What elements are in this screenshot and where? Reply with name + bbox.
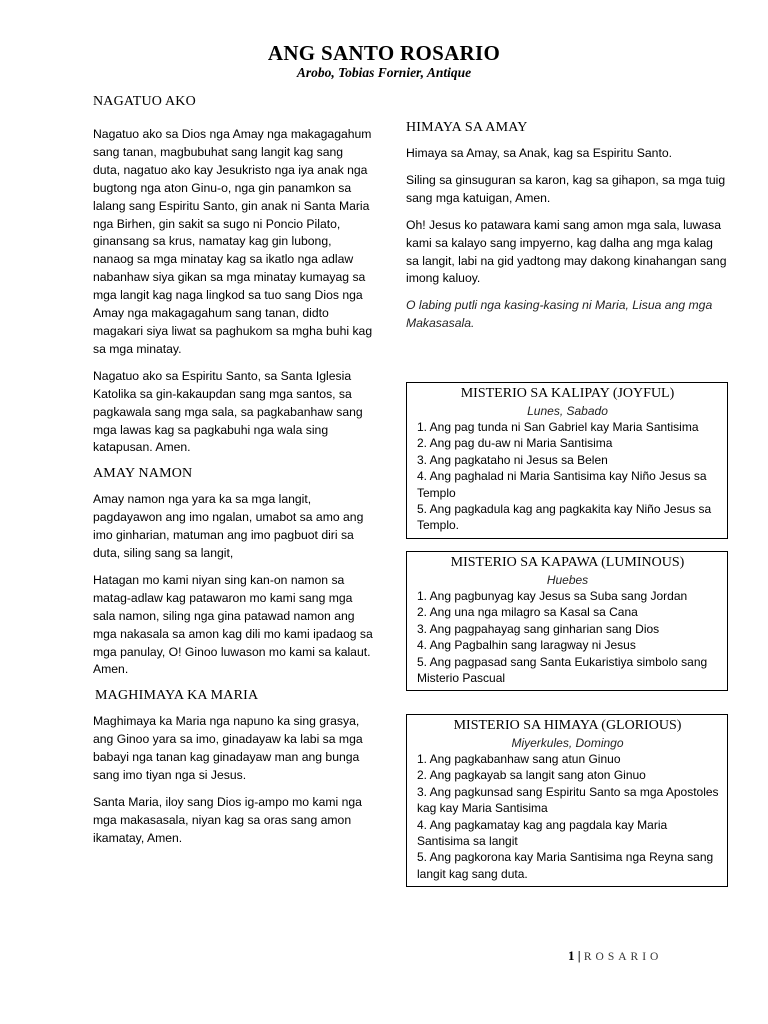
document-title: ANG SANTO ROSARIO: [267, 41, 501, 65]
nagatuo-heading: NAGATUO AKO: [93, 94, 196, 109]
nagatuo-paragraph-2: Nagatuo ako sa Espiritu Santo, sa Santa Iglesia Katolika sa gin-kakaupdan sang mga santos, sa pagkawala sang mga sala, sa pagkabanhaw sang mga lawas kag sa pagkabuhi nga wala sing katapusan. Amen.: [93, 368, 363, 455]
list-item: 5. Ang pagkorona kay Maria Santisima nga Reyna sang langit kag sang duta.: [417, 850, 714, 881]
right-column: [406, 120, 728, 333]
page-footer: 1 | ROSARIO: [568, 948, 663, 963]
list-item: 5. Ang pagkadula kag ang pagkakita kay Niño Jesus sa Templo.: [417, 502, 712, 533]
nagatuo-paragraph-1: Nagatuo ako sa Dios nga Amay nga makagagahum sang tanan, magbubuhat sang langit kag sang duta, nagatuo ako kay Jesukristo nga iya anak nga bugtong nga aton Ginu-o, nga gin panamkon sa lalang sang Espiritu Santo, gin anak ni Santa Maria nga Birhen, gin sakit sa sugo ni Poncio Pilato, ginansang sa krus, namatay kag gin lubong, nanaog sa mga minatay kag sa ikatlo nga adlaw nabanhaw siya gikan sa mga minatay kumayag sa mga langit kag naga lingkod sa tuo sang Dios nga Amay nga makagagahum sang tanan, didto magakari siya liwat sa paghukom sa mgha buhi kag sa mga minatay.: [93, 127, 373, 356]
maghimaya-heading: MAGHIMAYA KA MARIA: [95, 688, 259, 704]
himaya-paragraph-1: Himaya sa Amay, sa Anak, kag sa Espiritu Santo.: [406, 146, 672, 160]
list-item: 1. Ang pag tunda ni San Gabriel kay Maria Santisima: [417, 420, 699, 434]
list-item: 2. Ang pag du-aw ni Maria Santisima: [417, 436, 613, 451]
glorious-mysteries-title: MISTERIO SA HIMAYA (GLORIOUS): [453, 718, 682, 733]
list-item: 4. Ang paghalad ni Maria Santisima kay Niño Jesus sa Templo: [417, 469, 707, 500]
himaya-heading: HIMAYA SA AMAY: [406, 120, 528, 135]
joyful-mysteries-title: MISTERIO SA KALIPAY (JOYFUL): [460, 386, 675, 401]
joyful-mysteries-days: Lunes, Sabado: [527, 404, 608, 418]
luminous-mysteries-box: [406, 551, 728, 691]
document-subtitle: Arobo, Tobias Fornier, Antique: [296, 65, 472, 80]
list-item: 3. Ang pagpahayag sang ginharian sang Dios: [417, 621, 660, 636]
amay-namon-paragraph-2: Hatagan mo kami niyan sing kan-on namon sa matag-adlaw kag patawaron mo kami sang mga sala namon, siling nga gina patawad namon ang mga nakasala sa amon kag dili mo kami ipadaog sa mga panulay, O! Ginoo luwason mo kami sa kalaut. Amen.: [93, 572, 373, 677]
sacred-heart-invocation: O labing putli nga kasing-kasing ni Maria, Lisua ang mga Makasasala.: [406, 298, 713, 331]
amay-namon-heading: AMAY NAMON: [93, 466, 193, 482]
list-item: 3. Ang pagkataho ni Jesus sa Belen: [417, 452, 608, 467]
footer-label: ROSARIO: [583, 951, 663, 963]
list-item: 3. Ang pagkunsad sang Espiritu Santo sa mga Apostoles kag kay Maria Santisima: [417, 784, 719, 816]
glorious-mysteries-days: Miyerkules, Domingo: [511, 736, 624, 750]
luminous-mysteries-title: MISTERIO SA KAPAWA (LUMINOUS): [450, 555, 685, 570]
list-item: 5. Ang pagpasad sang Santa Eukaristiya simbolo sang Misterio Pascual: [417, 654, 708, 686]
left-column: [93, 94, 373, 848]
list-item: 2. Ang pagkayab sa langit sang aton Ginuo: [417, 768, 646, 783]
maghimaya-paragraph-1: Maghimaya ka Maria nga napuno ka sing grasya, ang Ginoo yara sa imo, ginadayaw ka labi sa mga babayi nga tanan kag ginadayaw man ang bunga sang imo tiyan nga si Jesus.: [93, 714, 363, 783]
list-item: 1. Ang pagbunyag kay Jesus sa Suba sang Jordan: [417, 589, 688, 603]
list-item: 1. Ang pagkabanhaw sang atun Ginuo: [417, 752, 621, 766]
joyful-mysteries-box: [406, 382, 728, 539]
amay-namon-paragraph-1: Amay namon nga yara ka sa mga langit, pagdayawon ang imo ngalan, umabot sa amo ang imo ginharian, matuman ang imo pagbuot diri sa duta, siling sang sa langit,: [93, 492, 364, 561]
luminous-mysteries-days: Huebes: [546, 573, 589, 587]
maghimaya-paragraph-2: Santa Maria, iloy sang Dios ig-ampo mo kami nga mga makasasala, niyan kag sa oras sang amon ikamatay, Amen.: [93, 795, 362, 845]
list-item: 2. Ang una nga milagro sa Kasal sa Cana: [417, 605, 638, 620]
list-item: 4. Ang Pagbalhin sang laragway ni Jesus: [417, 638, 636, 653]
list-item: 4. Ang pagkamatay kag ang pagdala kay Maria Santisima sa langit: [417, 817, 668, 849]
fatima-prayer: Oh! Jesus ko patawara kami sang amon mga sala, luwasa kami sa kalayo sang impyerno, kag dalha ang mga kalag sa langit, labi na gid yadtong may dakong kinahangan sang imong kaluoy.: [406, 217, 727, 286]
glorious-mysteries-box: [406, 714, 728, 887]
himaya-paragraph-2: Siling sa ginsuguran sa karon, kag sa gihapon, sa mga tuig sang mga katuigan, Amen.: [406, 172, 726, 205]
page-number: 1: [568, 948, 575, 963]
